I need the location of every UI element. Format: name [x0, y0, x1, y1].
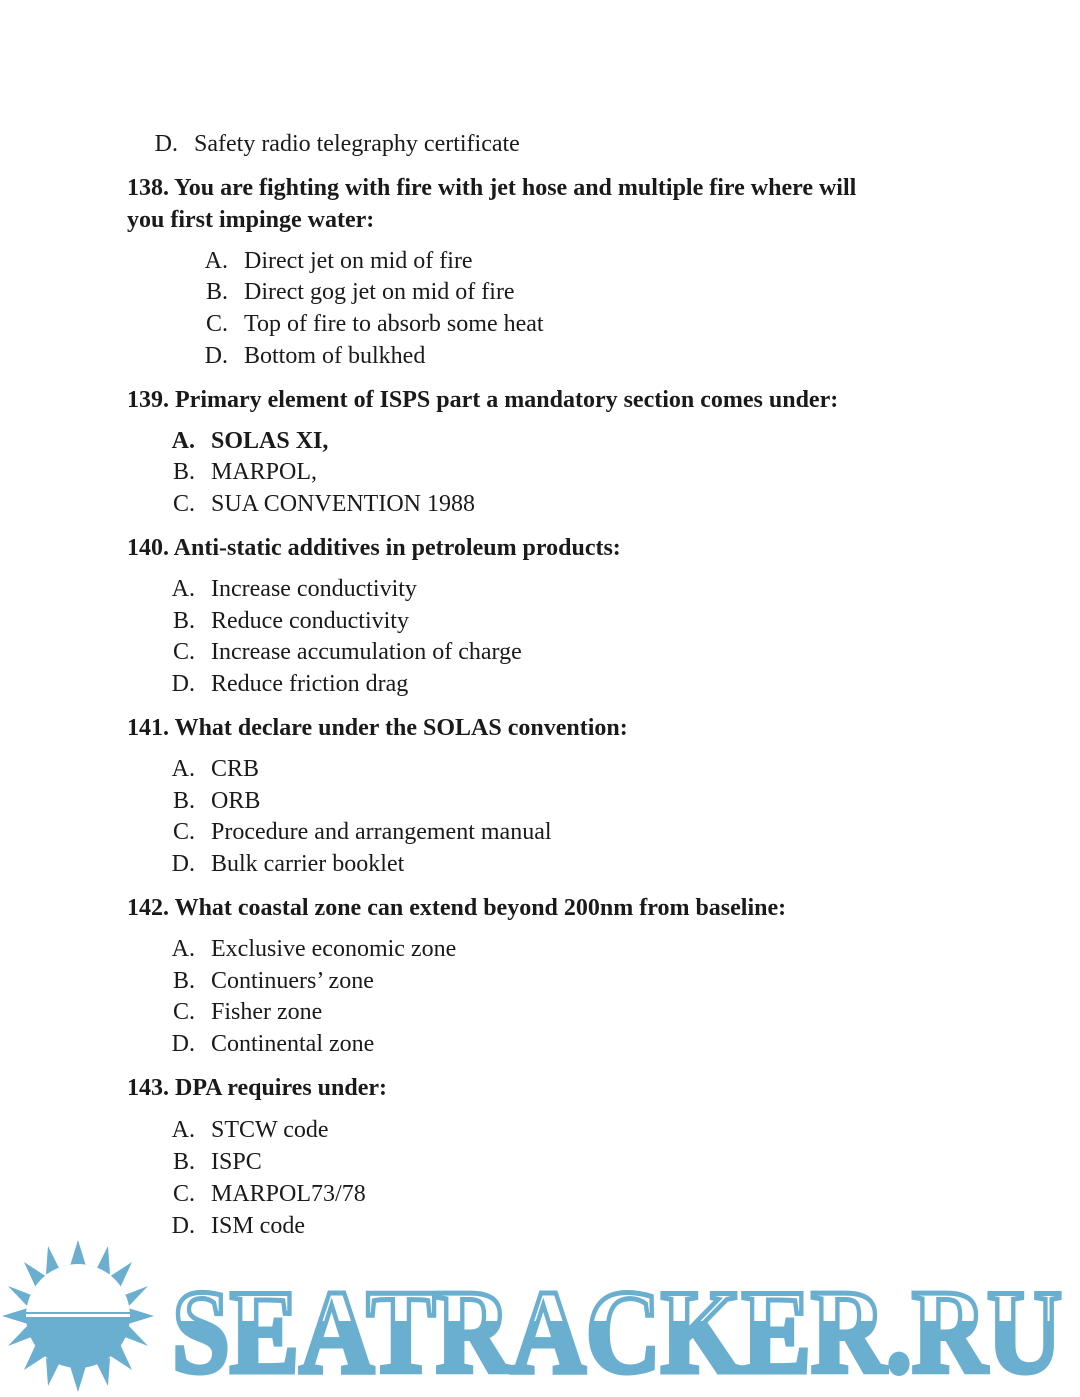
option-text: Safety radio telegraphy certificate: [194, 131, 520, 157]
option-text: Procedure and arrangement manual: [211, 819, 552, 845]
question-138-line2: you first impinge water:: [127, 207, 375, 233]
option-letter: A.: [204, 248, 228, 274]
option-text: STCW code: [211, 1117, 329, 1143]
option-letter: D.: [171, 851, 195, 877]
option-text: CRB: [211, 756, 260, 782]
option-140-d: [155, 668, 408, 700]
option-letter: B.: [172, 459, 195, 485]
option-text: Fisher zone: [211, 999, 323, 1025]
question-143: 143. DPA requires under:: [127, 1075, 388, 1101]
option-142-b: [155, 965, 374, 997]
question-138-line1: 138. You are fighting with fire with jet hose and multiple fire where will: [127, 175, 857, 201]
option-text: ISM code: [211, 1213, 305, 1239]
option-140-c: [155, 636, 522, 668]
option-text: Bottom of bulkhed: [244, 343, 426, 369]
sun-icon: [2, 1240, 154, 1392]
option-letter: D.: [171, 671, 195, 697]
option-text: MARPOL,: [211, 459, 318, 485]
option-letter: C.: [172, 999, 195, 1025]
option-142-a: [155, 933, 456, 965]
option-text: MARPOL73/78: [211, 1181, 366, 1207]
option-prev-d: [146, 128, 520, 160]
option-letter: B.: [172, 968, 195, 994]
option-letter: A.: [171, 1117, 195, 1143]
question-139: 139. Primary element of ISPS part a mandatory section comes under:: [127, 387, 839, 413]
option-142-d: [155, 1028, 374, 1060]
option-138-c: [188, 308, 544, 340]
option-text: Continental zone: [211, 1031, 375, 1057]
option-142-c: [155, 996, 322, 1028]
option-141-a: [155, 753, 259, 785]
option-letter: D.: [204, 343, 228, 369]
option-138-a: [188, 245, 473, 277]
option-letter: A.: [171, 428, 195, 454]
option-text: ISPC: [211, 1149, 262, 1175]
option-140-a: [155, 573, 417, 605]
option-letter: D.: [171, 1031, 195, 1057]
option-138-d: [188, 340, 425, 372]
option-text: ORB: [211, 788, 261, 814]
option-letter: C.: [172, 1181, 195, 1207]
seatracker-watermark: [0, 1236, 1080, 1397]
option-letter: B.: [172, 1149, 195, 1175]
option-139-c: [155, 488, 475, 520]
option-letter: C.: [172, 819, 195, 845]
option-140-b: [155, 605, 409, 637]
option-text: SOLAS XI,: [211, 428, 329, 454]
option-text: Continuers’ zone: [211, 968, 374, 994]
question-142: 142. What coastal zone can extend beyond 200nm from baseline:: [127, 895, 787, 921]
option-letter: A.: [171, 576, 195, 602]
option-letter: B.: [205, 279, 228, 305]
option-letter: C.: [205, 311, 228, 337]
option-letter: A.: [171, 936, 195, 962]
option-143-c: [155, 1178, 366, 1210]
question-140: 140. Anti-static additives in petroleum products:: [127, 535, 621, 561]
watermark-text: SEATRACKER.RU: [172, 1265, 1062, 1397]
option-143-a: [155, 1114, 329, 1146]
option-letter: D.: [171, 1213, 195, 1239]
option-text: Bulk carrier booklet: [211, 851, 405, 877]
option-141-d: [155, 848, 404, 880]
option-143-b: [155, 1146, 262, 1178]
option-138-b: [188, 276, 515, 308]
question-141: 141. What declare under the SOLAS convention:: [127, 715, 628, 741]
option-letter: A.: [171, 756, 195, 782]
option-text: Increase accumulation of charge: [211, 639, 522, 665]
option-letter: D.: [154, 131, 178, 157]
option-text: Increase conductivity: [211, 576, 417, 602]
option-text: Direct jet on mid of fire: [244, 248, 473, 274]
option-text: Direct gog jet on mid of fire: [244, 279, 515, 305]
option-141-b: [155, 785, 260, 817]
option-letter: B.: [172, 608, 195, 634]
option-141-c: [155, 816, 552, 848]
option-letter: C.: [172, 639, 195, 665]
option-text: Top of fire to absorb some heat: [244, 311, 544, 337]
option-139-b: [155, 456, 317, 488]
option-text: Exclusive economic zone: [211, 936, 457, 962]
option-text: Reduce friction drag: [211, 671, 409, 697]
option-letter: C.: [172, 491, 195, 517]
option-139-a-answer: [155, 425, 328, 457]
option-letter: B.: [172, 788, 195, 814]
option-text: Reduce conductivity: [211, 608, 409, 634]
option-text: SUA CONVENTION 1988: [211, 491, 475, 517]
